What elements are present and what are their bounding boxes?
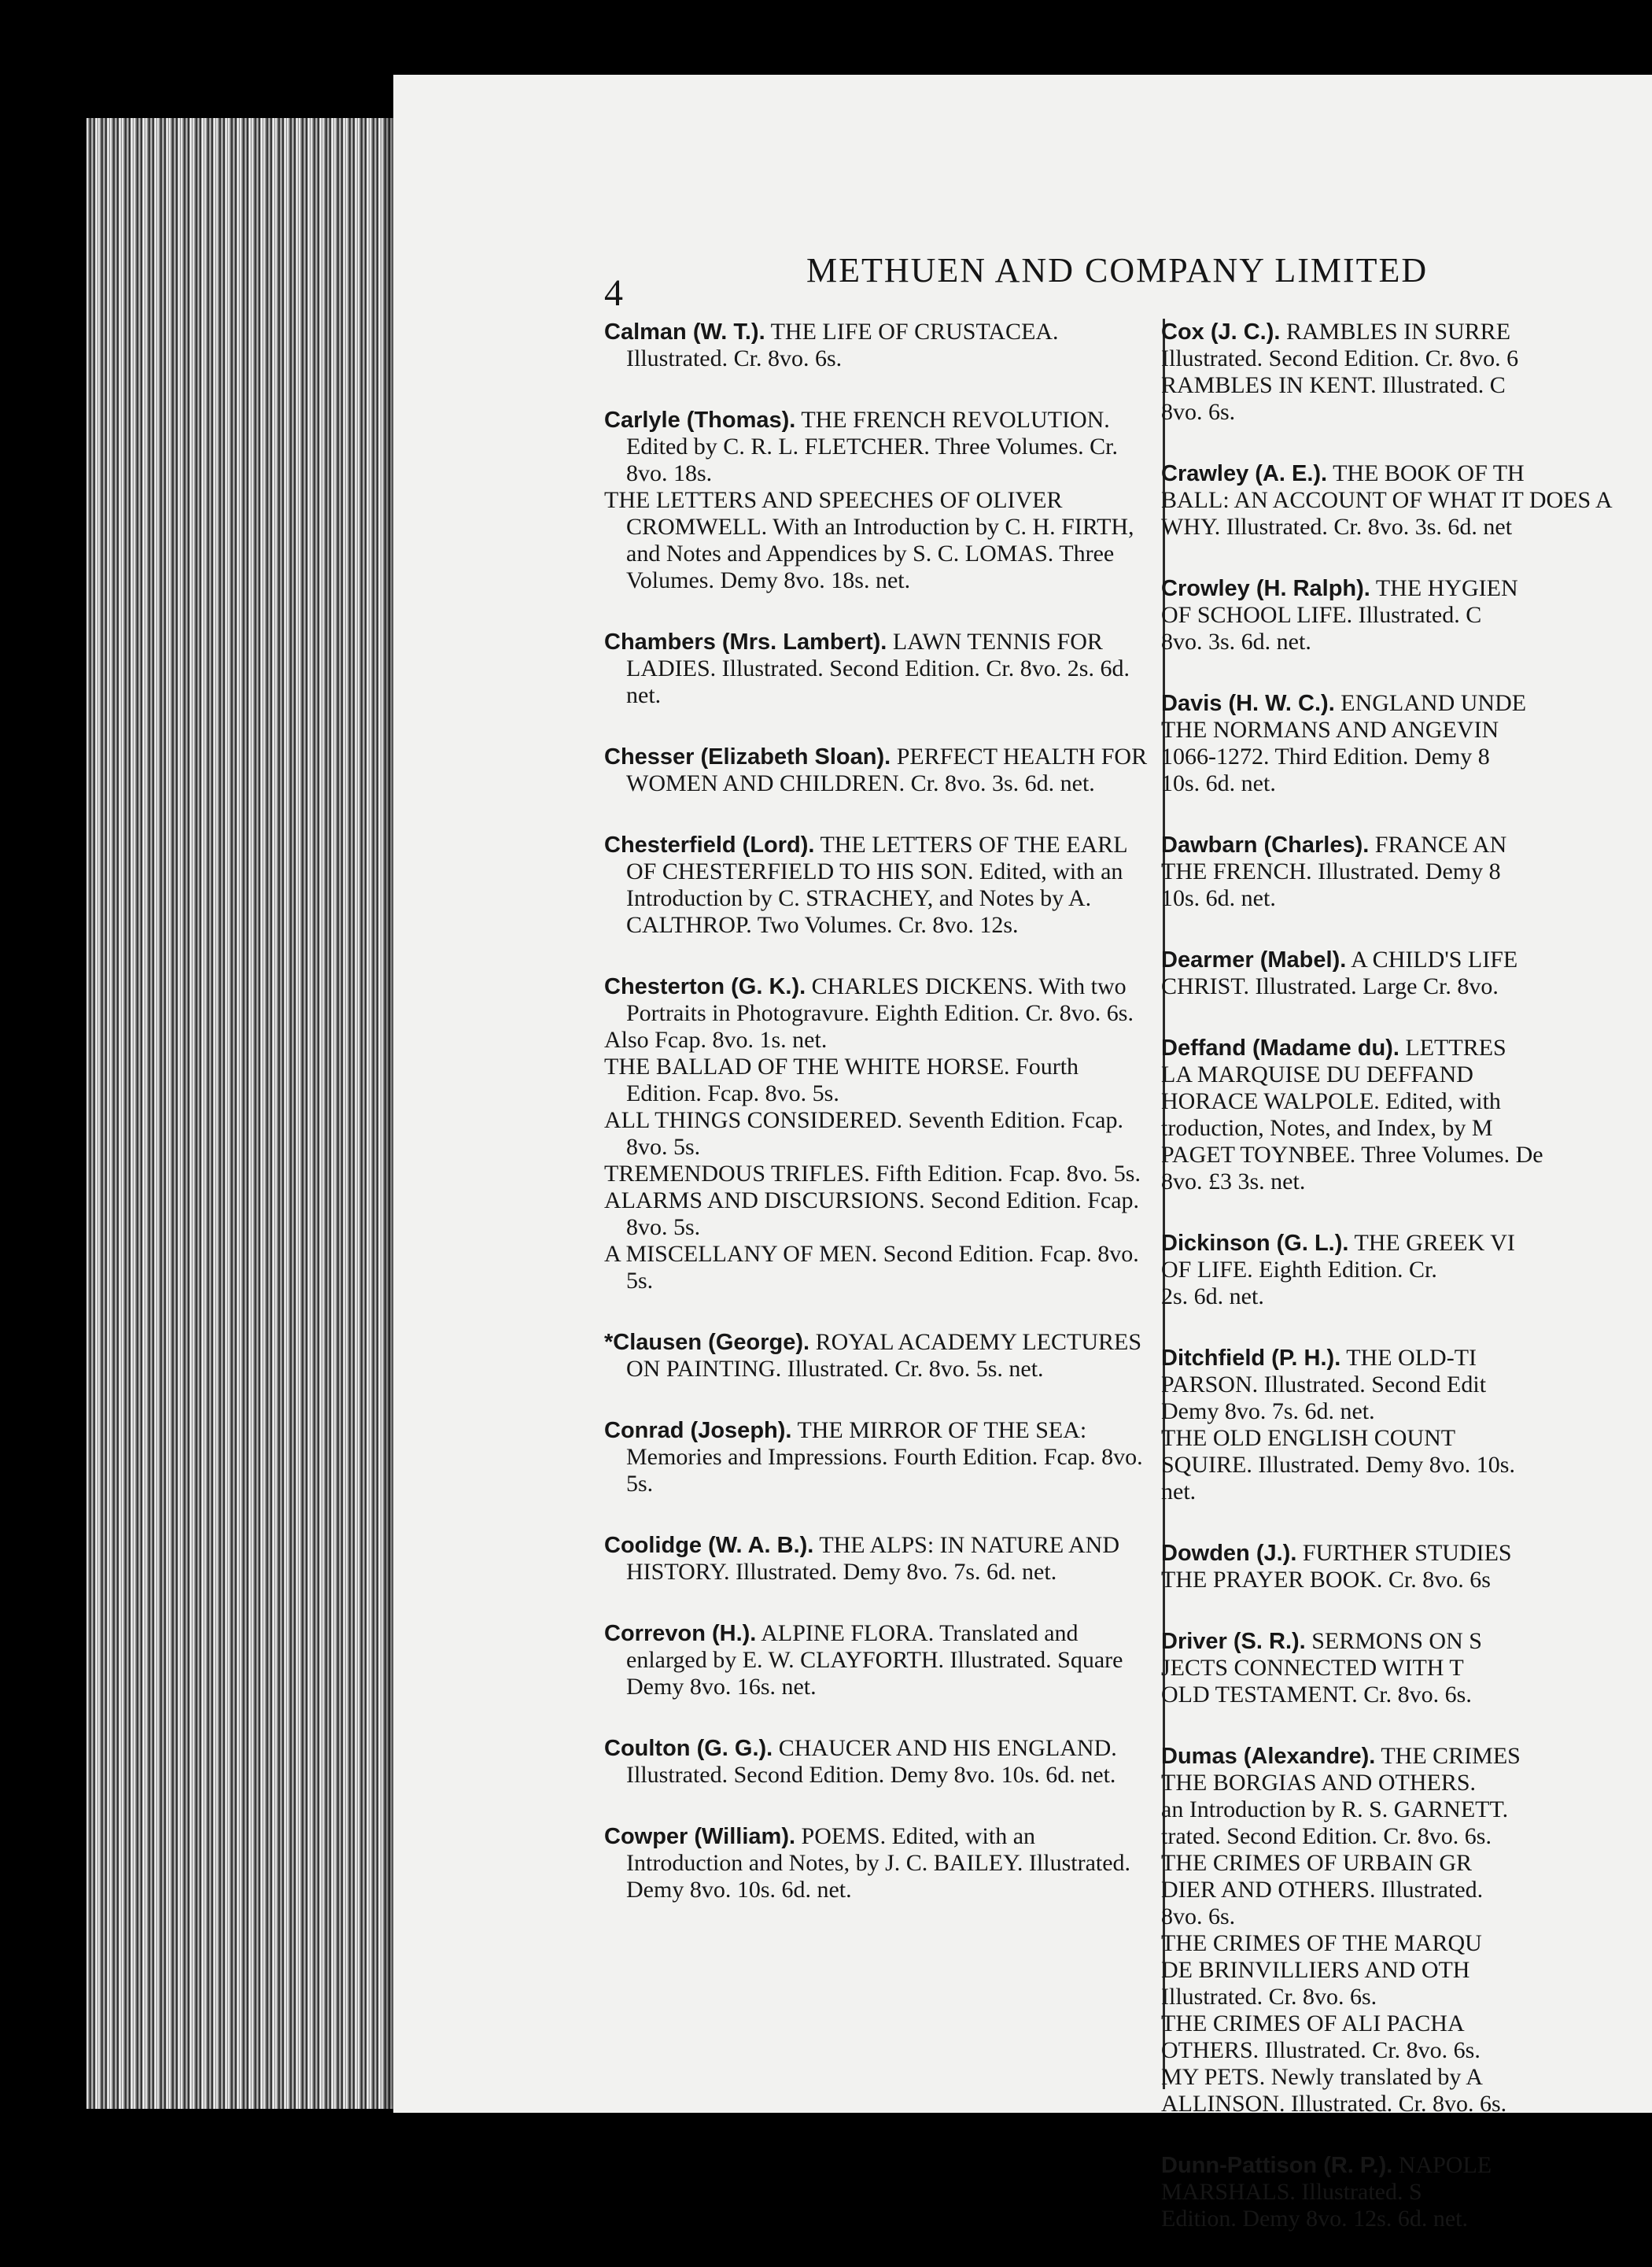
entry-line xyxy=(604,1823,1155,1903)
entry-text: CHRIST. Illustrated. Large Cr. 8vo. xyxy=(1161,973,1499,999)
catalogue-entry xyxy=(1161,947,1650,1000)
entry-author: Ditchfield (P. H.). xyxy=(1161,1346,1341,1371)
entry-line xyxy=(1161,885,1650,912)
entry-author: Correvon (H.). xyxy=(604,1621,757,1646)
entry-text: THE BOOK OF TH xyxy=(1333,460,1525,486)
entry-line xyxy=(1161,602,1650,629)
entry-line xyxy=(1161,770,1650,797)
entry-text: THE LIFE OF CRUSTACEA. Illustrated. Cr. 8vo. 6s. xyxy=(626,319,1059,371)
entry-line xyxy=(1161,690,1650,717)
entry-text: 1066-1272. Third Edition. Demy 8 xyxy=(1161,744,1490,770)
entry-line xyxy=(1161,1628,1650,1655)
entry-text: Illustrated. Cr. 8vo. 6s. xyxy=(1161,1984,1377,2010)
entry-author: Cox (J. C.). xyxy=(1161,319,1281,345)
entry-line xyxy=(604,744,1155,797)
entry-author: Dickinson (G. L.). xyxy=(1161,1231,1349,1256)
entry-text: FURTHER STUDIES xyxy=(1302,1540,1512,1566)
catalogue-entry xyxy=(1161,1743,1650,2117)
entry-line xyxy=(604,1417,1155,1497)
entry-text: 10s. 6d. net. xyxy=(1161,770,1276,796)
catalogue-entry xyxy=(1161,1230,1650,1310)
entry-line xyxy=(604,1187,1155,1241)
entry-line xyxy=(1161,2179,1650,2206)
entry-text: OF LIFE. Eighth Edition. Cr. xyxy=(1161,1257,1437,1283)
entry-text: 8vo. £3 3s. net. xyxy=(1161,1169,1306,1194)
entry-text: FRANCE AN xyxy=(1374,832,1507,858)
entry-text: THE MIRROR OF THE SEA: Memories and Impressions. Fourth Edition. Fcap. 8vo. 5s. xyxy=(626,1417,1143,1497)
entry-line xyxy=(1161,1540,1650,1567)
catalogue-entry xyxy=(1161,319,1650,426)
entry-text: JECTS CONNECTED WITH T xyxy=(1161,1655,1464,1681)
catalogue-entry xyxy=(604,407,1155,594)
entry-line xyxy=(1161,1283,1650,1310)
entry-text: THE HYGIEN xyxy=(1375,575,1518,601)
entry-text: RAMBLES IN SURRE xyxy=(1285,319,1511,345)
catalogue-entry xyxy=(1161,2152,1650,2232)
entry-author: Chambers (Mrs. Lambert). xyxy=(604,630,887,655)
entry-author: Chesser (Elizabeth Sloan). xyxy=(604,744,891,770)
entry-text: THE CRIMES OF URBAIN GR xyxy=(1161,1850,1473,1876)
entry-author: Chesterfield (Lord). xyxy=(604,833,815,858)
entry-author: Cowper (William). xyxy=(604,1824,796,1849)
entry-text: ALLINSON. Illustrated. Cr. 8vo. 6s. xyxy=(1161,2091,1507,2117)
entry-line xyxy=(604,1054,1155,1107)
entry-text: THE FRENCH. Illustrated. Demy 8 xyxy=(1161,858,1501,884)
entry-text: LA MARQUISE DU DEFFAND xyxy=(1161,1062,1473,1087)
entry-line xyxy=(604,487,1155,594)
entry-author: Dawbarn (Charles). xyxy=(1161,833,1370,858)
entry-line xyxy=(1161,858,1650,885)
entry-line xyxy=(1161,1930,1650,1957)
entry-text: POEMS. Edited, with an Introduction and Notes, by J. C. BAILEY. Illustrated. Demy 8vo. 10s. 6d. net. xyxy=(626,1823,1131,1903)
entry-line xyxy=(1161,1398,1650,1425)
entry-line xyxy=(1161,1957,1650,1984)
catalogue-entry xyxy=(1161,1035,1650,1195)
entry-line xyxy=(1161,1169,1650,1195)
catalogue-entry xyxy=(1161,1540,1650,1593)
catalogue-entry xyxy=(604,744,1155,797)
entry-line xyxy=(1161,1372,1650,1398)
right-column xyxy=(1161,319,1650,2267)
entry-text: OLD TESTAMENT. Cr. 8vo. 6s. xyxy=(1161,1682,1472,1708)
entry-line xyxy=(1161,973,1650,1000)
entry-text: PARSON. Illustrated. Second Edit xyxy=(1161,1372,1487,1397)
entry-line xyxy=(604,1735,1155,1789)
entry-text: BALL: AN ACCOUNT OF WHAT IT DOES A xyxy=(1161,487,1613,513)
entry-text: OF SCHOOL LIFE. Illustrated. C xyxy=(1161,602,1482,628)
entry-text: CHARLES DICKENS. With two Portraits in Photogravure. Eighth Edition. Cr. 8vo. 6s. xyxy=(626,973,1134,1026)
entry-line xyxy=(1161,514,1650,541)
catalogue-entry xyxy=(604,319,1155,372)
entry-author: Dearmer (Mabel). xyxy=(1161,947,1347,973)
entry-line xyxy=(604,1107,1155,1161)
catalogue-entry xyxy=(604,1620,1155,1700)
entry-line xyxy=(604,1027,1155,1054)
entry-text: an Introduction by R. S. GARNETT. xyxy=(1161,1796,1509,1822)
catalogue-entry xyxy=(1161,1628,1650,1708)
entry-line xyxy=(1161,319,1650,345)
entry-line xyxy=(604,1241,1155,1294)
entry-text: PERFECT HEALTH FOR WOMEN AND CHILDREN. Cr. 8vo. 3s. 6d. net. xyxy=(626,744,1148,796)
entry-text: DIER AND OTHERS. Illustrated. xyxy=(1161,1877,1484,1903)
entry-text: THE PRAYER BOOK. Cr. 8vo. 6s xyxy=(1161,1567,1491,1593)
entry-line xyxy=(1161,1479,1650,1505)
catalogue-entry xyxy=(604,1735,1155,1789)
entry-text: MARSHALS. Illustrated. S xyxy=(1161,2179,1422,2205)
catalogue-entry xyxy=(1161,832,1650,912)
entry-text: THE OLD ENGLISH COUNT xyxy=(1161,1425,1456,1451)
book-page-edges xyxy=(87,118,401,2109)
entry-text: ALPINE FLORA. Translated and enlarged by E. W. CLAYFORTH. Illustrated. Square Demy 8vo. 16s. net. xyxy=(626,1620,1123,1700)
entry-author: Conrad (Joseph). xyxy=(604,1418,792,1443)
entry-text: LAWN TENNIS FOR LADIES. Illustrated. Second Edition. Cr. 8vo. 2s. 6d. net. xyxy=(626,629,1130,708)
entry-line xyxy=(1161,1452,1650,1479)
entry-text: THE CRIMES OF ALI PACHA xyxy=(1161,2010,1465,2036)
entry-text: THE OLD-TI xyxy=(1346,1345,1477,1371)
entry-line xyxy=(1161,832,1650,858)
entry-text: 2s. 6d. net. xyxy=(1161,1283,1264,1309)
catalogue-entry xyxy=(604,1532,1155,1586)
entry-line xyxy=(1161,1035,1650,1062)
entry-text: 10s. 6d. net. xyxy=(1161,885,1276,911)
entry-text: Also Fcap. 8vo. 1s. net. xyxy=(604,1027,828,1053)
entry-text: 8vo. 6s. xyxy=(1161,399,1236,425)
entry-text: A CHILD'S LIFE xyxy=(1351,947,1518,973)
entry-text: ALL THINGS CONSIDERED. Seventh Edition. Fcap. 8vo. 5s. xyxy=(604,1107,1123,1160)
entry-line xyxy=(1161,1425,1650,1452)
catalogue-entry xyxy=(604,629,1155,709)
entry-line xyxy=(1161,345,1650,372)
entry-line xyxy=(1161,1115,1650,1142)
entry-text: 8vo. 6s. xyxy=(1161,1903,1236,1929)
entry-line xyxy=(1161,1903,1650,1930)
entry-text: SQUIRE. Illustrated. Demy 8vo. 10s. xyxy=(1161,1452,1515,1478)
entry-line xyxy=(1161,1257,1650,1283)
entry-text: 8vo. 3s. 6d. net. xyxy=(1161,629,1311,655)
entry-author: Dumas (Alexandre). xyxy=(1161,1744,1376,1769)
entry-text: TREMENDOUS TRIFLES. Fifth Edition. Fcap. 8vo. 5s. xyxy=(604,1161,1141,1187)
entry-text: Demy 8vo. 7s. 6d. net. xyxy=(1161,1398,1375,1424)
entry-author: Coolidge (W. A. B.). xyxy=(604,1533,814,1558)
entry-text: THE BORGIAS AND OTHERS. xyxy=(1161,1770,1477,1796)
entry-line xyxy=(604,1161,1155,1187)
entry-line xyxy=(1161,1682,1650,1708)
entry-line xyxy=(1161,1743,1650,1770)
catalogue-entry xyxy=(604,1417,1155,1497)
entry-text: net. xyxy=(1161,1479,1197,1505)
entry-line xyxy=(1161,1770,1650,1796)
entry-line xyxy=(1161,1088,1650,1115)
entry-line xyxy=(1161,372,1650,399)
entry-author: Calman (W. T.). xyxy=(604,319,765,345)
entry-author: Dunn-Pattison (R. P.). xyxy=(1161,2153,1393,2178)
entry-text: THE BALLAD OF THE WHITE HORSE. Fourth Edition. Fcap. 8vo. 5s. xyxy=(604,1054,1079,1106)
entry-text: DE BRINVILLIERS AND OTH xyxy=(1161,1957,1470,1983)
entry-text: Illustrated. Second Edition. Cr. 8vo. 6 xyxy=(1161,345,1519,371)
entry-text: HORACE WALPOLE. Edited, with xyxy=(1161,1088,1501,1114)
entry-line xyxy=(1161,487,1650,514)
entry-line xyxy=(1161,1796,1650,1823)
catalogue-entry xyxy=(1161,1345,1650,1505)
entry-line xyxy=(1161,1230,1650,1257)
entry-text: ALARMS AND DISCURSIONS. Second Edition. Fcap. 8vo. 5s. xyxy=(604,1187,1140,1240)
running-head: METHUEN AND COMPANY LIMITED xyxy=(806,251,1429,290)
entry-text: troduction, Notes, and Index, by M xyxy=(1161,1115,1493,1141)
catalogue-entry xyxy=(604,1823,1155,1903)
entry-line xyxy=(1161,2091,1650,2117)
entry-line xyxy=(604,407,1155,487)
entry-line xyxy=(1161,717,1650,744)
entry-line xyxy=(1161,1850,1650,1877)
entry-line xyxy=(1161,575,1650,602)
entry-text: THE CRIMES xyxy=(1381,1743,1521,1769)
entry-text: WHY. Illustrated. Cr. 8vo. 3s. 6d. net xyxy=(1161,514,1513,540)
entry-text: THE GREEK VI xyxy=(1354,1230,1515,1256)
entry-line xyxy=(604,629,1155,709)
entry-text: ENGLAND UNDE xyxy=(1340,690,1527,716)
entry-line xyxy=(1161,1984,1650,2010)
entry-author: Driver (S. R.). xyxy=(1161,1629,1306,1654)
left-column xyxy=(604,319,1155,1938)
entry-line xyxy=(1161,2037,1650,2064)
entry-line xyxy=(1161,1142,1650,1169)
entry-line xyxy=(1161,1823,1650,1850)
entry-line xyxy=(1161,947,1650,973)
entry-text: THE NORMANS AND ANGEVIN xyxy=(1161,717,1499,743)
entry-text: THE LETTERS OF THE EARL OF CHESTERFIELD TO HIS SON. Edited, with an Introduction by C. STRACHEY, and Notes by A. CALTHROP. Two Volumes. Cr. 8vo. 12s. xyxy=(626,832,1127,938)
entry-line xyxy=(1161,744,1650,770)
entry-text: THE CRIMES OF THE MARQU xyxy=(1161,1930,1482,1956)
catalogue-entry xyxy=(1161,575,1650,655)
entry-line xyxy=(1161,460,1650,487)
entry-line xyxy=(1161,2152,1650,2179)
entry-line xyxy=(604,319,1155,372)
entry-author: Crowley (H. Ralph). xyxy=(1161,576,1370,601)
entry-line xyxy=(604,973,1155,1027)
entry-author: Carlyle (Thomas). xyxy=(604,408,796,433)
entry-author: Crawley (A. E.). xyxy=(1161,461,1328,486)
entry-line xyxy=(604,1620,1155,1700)
entry-text: THE LETTERS AND SPEECHES OF OLIVER CROMWELL. With an Introduction by C. H. FIRTH, and Notes and Appendices by S. C. LOMAS. Three Volumes. Demy 8vo. 18s. net. xyxy=(604,487,1134,593)
entry-line xyxy=(604,832,1155,939)
page-number: 4 xyxy=(604,272,623,314)
entry-text: Edition. Demy 8vo. 12s. 6d. net. xyxy=(1161,2206,1468,2232)
entry-text: ROYAL ACADEMY LECTURES ON PAINTING. Illustrated. Cr. 8vo. 5s. net. xyxy=(626,1329,1142,1382)
entry-text: A MISCELLANY OF MEN. Second Edition. Fcap. 8vo. 5s. xyxy=(604,1241,1139,1294)
entry-text: trated. Second Edition. Cr. 8vo. 6s. xyxy=(1161,1823,1492,1849)
entry-line xyxy=(1161,1345,1650,1372)
entry-text: OTHERS. Illustrated. Cr. 8vo. 6s. xyxy=(1161,2037,1481,2063)
entry-author: Coulton (G. G.). xyxy=(604,1736,773,1761)
catalogue-entry xyxy=(1161,690,1650,797)
entry-line xyxy=(1161,1655,1650,1682)
entry-text: SERMONS ON S xyxy=(1311,1628,1482,1654)
entry-author: Deffand (Madame du). xyxy=(1161,1036,1399,1061)
entry-line xyxy=(1161,2064,1650,2091)
catalogue-entry xyxy=(1161,460,1650,541)
entry-line xyxy=(1161,629,1650,655)
entry-author: *Clausen (George). xyxy=(604,1330,810,1355)
entry-text: MY PETS. Newly translated by A xyxy=(1161,2064,1483,2090)
catalogue-entry xyxy=(604,1329,1155,1383)
entry-text: CHAUCER AND HIS ENGLAND. Illustrated. Second Edition. Demy 8vo. 10s. 6d. net. xyxy=(626,1735,1117,1788)
entry-author: Davis (H. W. C.). xyxy=(1161,691,1335,716)
entry-line xyxy=(604,1329,1155,1383)
entry-line xyxy=(1161,399,1650,426)
entry-line xyxy=(1161,1567,1650,1593)
entry-line xyxy=(1161,2010,1650,2037)
entry-text: THE ALPS: IN NATURE AND HISTORY. Illustrated. Demy 8vo. 7s. 6d. net. xyxy=(626,1532,1119,1585)
entry-line xyxy=(1161,1062,1650,1088)
catalogue-entry xyxy=(604,973,1155,1294)
entry-author: Chesterton (G. K.). xyxy=(604,974,806,999)
entry-author: Dowden (J.). xyxy=(1161,1541,1297,1566)
entry-text: RAMBLES IN KENT. Illustrated. C xyxy=(1161,372,1506,398)
entry-text: THE FRENCH REVOLUTION. Edited by C. R. L. FLETCHER. Three Volumes. Cr. 8vo. 18s. xyxy=(626,407,1118,486)
catalogue-entry xyxy=(604,832,1155,939)
entry-text: PAGET TOYNBEE. Three Volumes. De xyxy=(1161,1142,1543,1168)
entry-line xyxy=(1161,1877,1650,1903)
entry-text: LETTRES xyxy=(1405,1035,1506,1061)
entry-line xyxy=(1161,2206,1650,2232)
entry-line xyxy=(604,1532,1155,1586)
entry-text: NAPOLE xyxy=(1398,2152,1492,2178)
